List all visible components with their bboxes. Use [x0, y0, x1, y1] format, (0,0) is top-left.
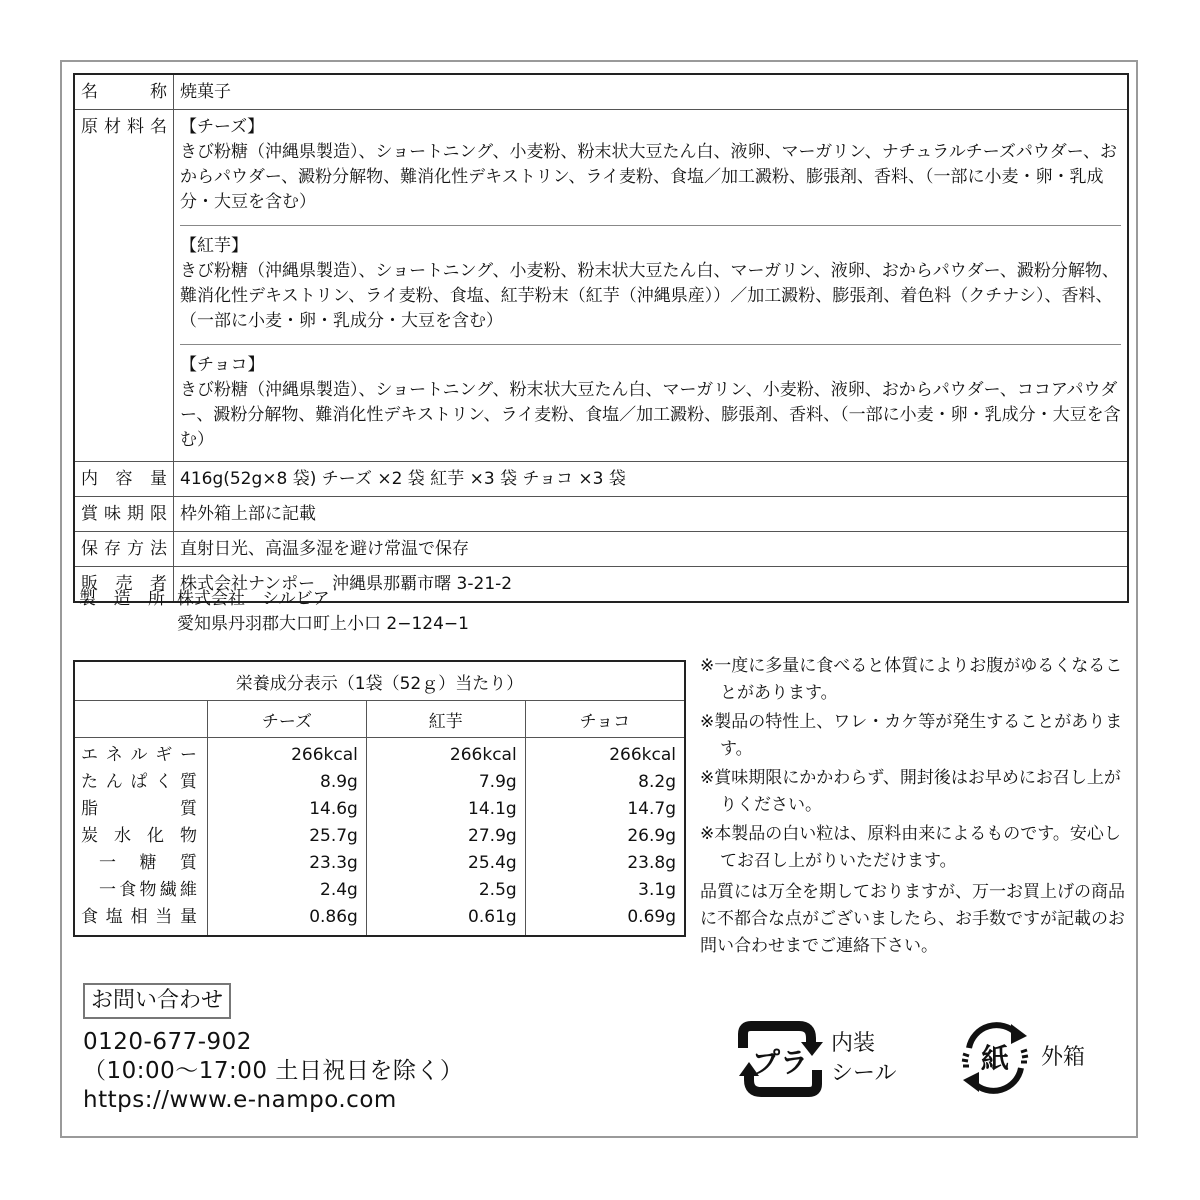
nutrient-value: 2.4g [208, 877, 367, 904]
ingredients-cell [174, 110, 1129, 462]
nutrient-value: 14.1g [366, 796, 525, 823]
nutrition-col-header: チョコ [525, 701, 685, 738]
nutrition-row [74, 738, 685, 770]
nutrient-value: 7.9g [366, 769, 525, 796]
label-row-best-before [74, 497, 1128, 532]
nutrition-row [74, 877, 685, 904]
ingredient-text: きび粉糖（沖縄県製造）、ショートニング、小麦粉、粉末状大豆たん白、マーガリン、液卵、おからパウダー、澱粉分解物、難消化性デキストリン、ライ麦粉、食塩、紅芋粉末（紅芋（沖縄県産））／加工澱粉、膨張剤、着色料（クチナシ）、香料、（一部に小麦・卵・乳成分・大豆を含む） [180, 261, 1119, 331]
quality-note: 品質には万全を期しておりますが、万一お買上げの商品に不都合な点がございましたら、お手数ですが記載のお問い合わせまでご連絡下さい。 [700, 882, 1125, 956]
ingredient-variant: 【紅芋】 [180, 236, 248, 256]
nutrient-value: 27.9g [366, 823, 525, 850]
caution-note: ※一度に多量に食べると体質によりお腹がゆるくなることがあります。 [700, 656, 1123, 703]
nutrient-value: 266kcal [208, 738, 367, 770]
nutrient-value: 8.9g [208, 769, 367, 796]
nutrition-col-header: 紅芋 [366, 701, 525, 738]
ingredient-variant: 【チーズ】 [180, 117, 265, 137]
caution-notes [700, 653, 1130, 962]
nutrient-value: 2.5g [366, 877, 525, 904]
label-value: 枠外箱上部に記載 [174, 497, 1129, 532]
ingredient-variant: 【チョコ】 [180, 355, 265, 375]
nutrient-value: 14.6g [208, 796, 367, 823]
recycle-label-line: 外箱 [1041, 1045, 1086, 1070]
label-value: 416g(52g×8 袋) チーズ ×2 袋 紅芋 ×3 袋 チョコ ×3 袋 [174, 462, 1129, 497]
nutrition-row [74, 823, 685, 850]
nutrition-table [73, 660, 686, 937]
nutrient-value: 23.8g [525, 850, 685, 877]
svg-text:紙: 紙 [980, 1042, 1010, 1075]
recycle-plastic-label [831, 1029, 897, 1089]
contact-phone[interactable]: 0120-677-902 [83, 1029, 252, 1055]
caution-note: ※製品の特性上、ワレ・カケ等が発生することがあります。 [700, 712, 1123, 759]
plastic-recycle-icon [735, 1018, 825, 1100]
recycle-paper-label [1041, 1043, 1085, 1073]
nutrient-label: 食塩相当量 [81, 907, 197, 927]
nutrient-value: 266kcal [366, 738, 525, 770]
manufacturer-key: 製造所 [79, 589, 165, 609]
nutrient-value: 26.9g [525, 823, 685, 850]
label-row-name [74, 74, 1128, 110]
ingredient-block-cheese [180, 115, 1121, 223]
label-value: 焼菓子 [174, 74, 1129, 110]
nutrition-row [74, 769, 685, 796]
nutrition-col-header: チーズ [208, 701, 367, 738]
contact-url[interactable]: https://www.e-nampo.com [83, 1087, 397, 1113]
recycle-label-line: 内装 [831, 1031, 876, 1056]
nutrient-value: 8.2g [525, 769, 685, 796]
contact-hours: （10:00〜17:00 土日祝日を除く） [83, 1058, 464, 1084]
label-row-contents [74, 462, 1128, 497]
nutrient-value: 25.7g [208, 823, 367, 850]
nutrient-label: 脂質 [81, 799, 197, 819]
nutrition-row [74, 904, 685, 936]
label-row-ingredients [74, 110, 1128, 462]
food-label-table [73, 73, 1129, 603]
ingredient-text: きび粉糖（沖縄県製造）、ショートニング、小麦粉、粉末状大豆たん白、液卵、マーガリン、ナチュラルチーズパウダー、おからパウダー、澱粉分解物、難消化性デキストリン、ライ麦粉、食塩／加工澱粉、膨張剤、香料、（一部に小麦・卵・乳成分・大豆を含む） [180, 142, 1118, 212]
nutrient-value: 25.4g [366, 850, 525, 877]
ingredient-block-beniimo [180, 225, 1121, 342]
caution-note: ※本製品の白い粒は、原料由来によるものです。安心してお召し上がりいただけます。 [700, 824, 1121, 871]
label-key: 保存方法 [74, 532, 174, 567]
nutrition-header-blank [74, 701, 208, 738]
nutrient-label: 炭水化物 [81, 826, 197, 846]
manufacturer-address: 愛知県丹羽郡大口町上小口 2−124−1 [177, 614, 469, 634]
recycle-paper [955, 1018, 1085, 1098]
nutrient-value: 0.86g [208, 904, 367, 936]
label-key: 内容量 [74, 462, 174, 497]
nutrition-row [74, 796, 685, 823]
nutrition-title: 栄養成分表示（1袋（52ｇ）当たり） [74, 661, 685, 701]
label-value: 株式会社ナンポー 沖縄県那覇市曙 3-21-2 [174, 567, 1129, 603]
contact-badge: お問い合わせ [83, 983, 231, 1019]
label-key: 販売者 [74, 567, 174, 603]
label-key: 原材料名 [74, 110, 174, 462]
label-key: 名称 [74, 74, 174, 110]
recycle-label-line: シール [831, 1061, 897, 1086]
nutrient-value: 3.1g [525, 877, 685, 904]
label-value: 直射日光、高温多湿を避け常温で保存 [174, 532, 1129, 567]
manufacturer [79, 587, 469, 637]
nutrient-value: 14.7g [525, 796, 685, 823]
nutrient-label: 一食物繊維 [99, 880, 197, 900]
nutrient-label: たんぱく質 [81, 772, 197, 792]
nutrient-value: 0.69g [525, 904, 685, 936]
label-key: 賞味期限 [74, 497, 174, 532]
svg-text:プラ: プラ [751, 1046, 809, 1079]
manufacturer-name: 株式会社 シルビア [177, 589, 330, 609]
caution-note: ※賞味期限にかかわらず、開封後はお早めにお召し上がりください。 [700, 768, 1121, 815]
recycle-plastic [735, 1018, 897, 1100]
nutrient-value: 23.3g [208, 850, 367, 877]
nutrition-row [74, 850, 685, 877]
ingredient-block-choco [180, 344, 1121, 461]
nutrient-value: 0.61g [366, 904, 525, 936]
contact-section [83, 983, 463, 1115]
nutrient-value: 266kcal [525, 738, 685, 770]
label-row-storage [74, 532, 1128, 567]
nutrient-label: エネルギー [81, 745, 197, 765]
nutrient-label: 一糖質 [99, 853, 197, 873]
paper-recycle-icon [955, 1018, 1035, 1098]
ingredient-text: きび粉糖（沖縄県製造）、ショートニング、粉末状大豆たん白、マーガリン、小麦粉、液卵、おからパウダー、ココアパウダー、澱粉分解物、難消化性デキストリン、ライ麦粉、食塩／加工澱粉、膨張剤、香料、（一部に小麦・卵・乳成分・大豆を含む） [180, 380, 1121, 450]
